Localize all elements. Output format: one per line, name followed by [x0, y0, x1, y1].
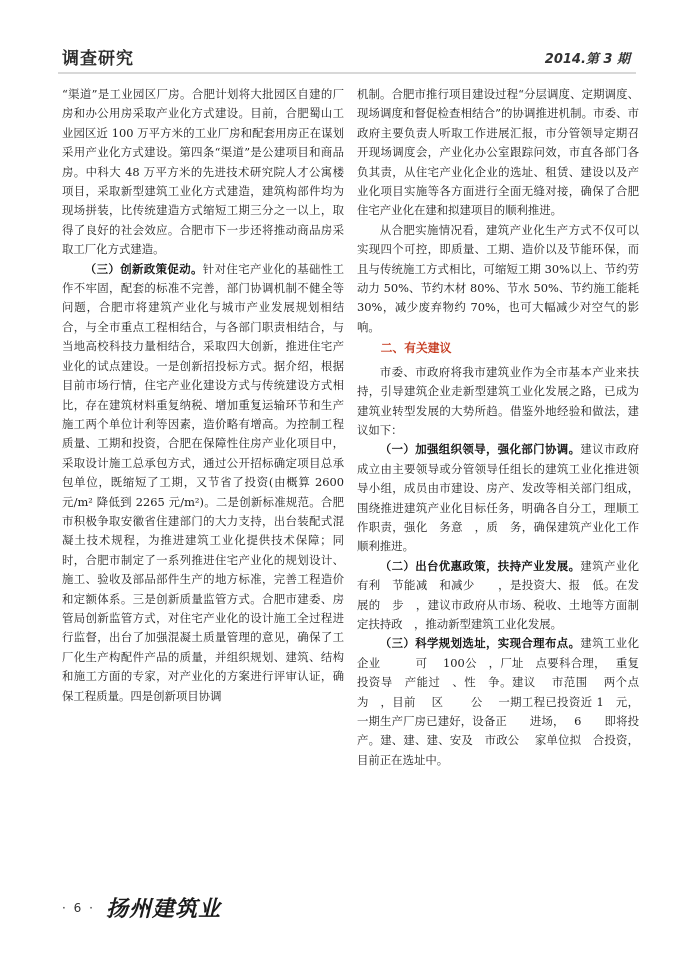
right-paragraph-3: 市委、市政府将我市建筑业作为全市基本产业来扶持，引导建筑企业走新型建筑工业化发展之路，已成为建筑业转型发展的大势所趋。借鉴外地经验和做法，建议如下：: [357, 364, 639, 437]
right-column: [357, 85, 639, 885]
suggestion-3-body: 建筑工业化企业 可 100公 ，厂址 点要科合理， 重复投资导 产能过 、性 争。建议 市范围 两个点为 ，目前 区 公 一期工程已投资近 1 元，一期生产厂房已建好，设备正 进场， 6 即将投产。建、建、建、安及 市政公 家单位拟 合投资，目前正在选址中。: [357, 636, 639, 767]
suggestion-3-lead: （三）科学规划选址，实现合理布点。: [379, 636, 581, 651]
page-header: [58, 38, 636, 74]
suggestion-1-body: 建议市政府成立由主要领导或分管领导任组长的建筑工业化推进领导小组，成员由市建设、房产、发改等相关部门组成，围绕推进建筑产业化目标任务，明确各自分工，理顺工作职责，强化 务意 ，质 务，确保建筑产业化工作顺利推进。: [357, 442, 639, 554]
suggestion-2-body: 建筑产业化有利 节能减 和减少 ，是投资大、报 低。在发展的 步 ，建议市政府从市场、税收、土地等方面制定扶持政 ，推动新型建筑工业化发展。: [357, 558, 639, 631]
issue-label: 2014.第 3 期: [544, 52, 630, 67]
suggestion-1-lead: （一）加强组织领导，强化部门协调。: [379, 442, 581, 457]
page-number: · 6 ·: [62, 901, 95, 915]
suggestion-1: [357, 440, 639, 556]
policy-body: 针对住宅产业化的基础性工作不牢固，配套的标准不完善，部门协调机制不健全等问题，合肥市将建筑产业化与城市产业发展规划相结合，与全市重点工程相结合，与各部门职责相结合，与当地高校科技力量相结合，采取四大创新，推进住宅产业化的试点建设。一是创新招投标方式。据介绍，根据目前市场行情，住宅产业化建设方式与传统建设方式相比，存在建筑材料重复纳税、增加重复运输环节和生产施工两个单位计利等因素，造价略有增高。为控制工程质量、工期和投资，合肥在保障性住房产业化项目中，采取设计施工总承包方式，通过公开招标确定项目总承包单位，既缩短了工期，又节省了投资(由概算 2600 元/m² 降低到 2265 元/m²)。二是创新标准规范。合肥市积极争取安徽省住建部门的大力支持，出台装配式混凝土技术规程，为推进建筑工业化提供技术保障；同时，合肥市制定了一系列推进住宅产业化的规划设计、施工、验收及部品部件生产的地方标准，完善工程造价和定额体系。三是创新质量监管方式。合肥市建委、房管局创新监管方式，对住宅产业化的设计施工全过程进行监督，出台了加强混凝土质量管理的意见，确保了工厂化生产构配件产品的质量，并组织规划、建筑、结构和施工方面的专家，对产业化的方案进行评审认证，确保工程质量。四是创新项目协调: [62, 261, 344, 703]
left-column: [62, 85, 344, 885]
suggestion-3: [357, 634, 639, 770]
suggestion-2-lead: （二）出台优惠政策，扶持产业发展。: [379, 558, 581, 573]
suggestion-2: [357, 557, 639, 635]
section-title: 调查研究: [62, 49, 134, 69]
right-paragraph-1: 机制。合肥市推行项目建设过程“分层调度、定期调度、现场调度和督促检查相结合”的协调推进机制。市委、市政府主要负责人听取工作进展汇报，市分管领导定期召开现场调度会，产业化办公室跟踪问效，市直各部门各负其责，从住宅产业化企业的选址、租赁、建设以及产业化项目实施等各方面进行全面无缝对接，确保了合肥住宅产业化在建和拟建项目的顺利推进。: [357, 87, 639, 218]
right-paragraph-2: 从合肥实施情况看，建筑产业化生产方式不仅可以实现四个可控，即质量、工期、造价以及节能环保，而且与传统施工方式相比，可缩短工期 30%以上、节约劳动力 50%、节约木材 80%、节水 50%、节约施工能耗 30%，减少废弃物约 70%，也可大幅减少对空气的影响。: [357, 222, 639, 334]
policy-subheading: （三）创新政策促动。: [84, 261, 203, 276]
suggestions-heading: 二、有关建议: [380, 341, 452, 356]
publication-logo: 扬州建筑业: [106, 896, 222, 922]
left-paragraph-1: “渠道”是工业园区厂房。合肥计划将大批园区自建的厂房和办公用房采取产业化方式建设。目前，合肥蜀山工业园区近 100 万平方米的工业厂房和配套用房正在谋划采用产业化方式建设。第四条“渠道”是公建项目和商品房。中科大 48 万平方米的先进技术研究院人才公寓楼项目，采取新型建筑工业化方式建造，建筑构部件均为现场拼装，比传统建造方式缩短工期三分之一以上，取得了良好的社会效应。合肥市下一步还将推动商品房采取工厂化方式建造。: [62, 87, 344, 257]
left-paragraph-2: [62, 260, 344, 706]
page-footer: [62, 890, 362, 930]
